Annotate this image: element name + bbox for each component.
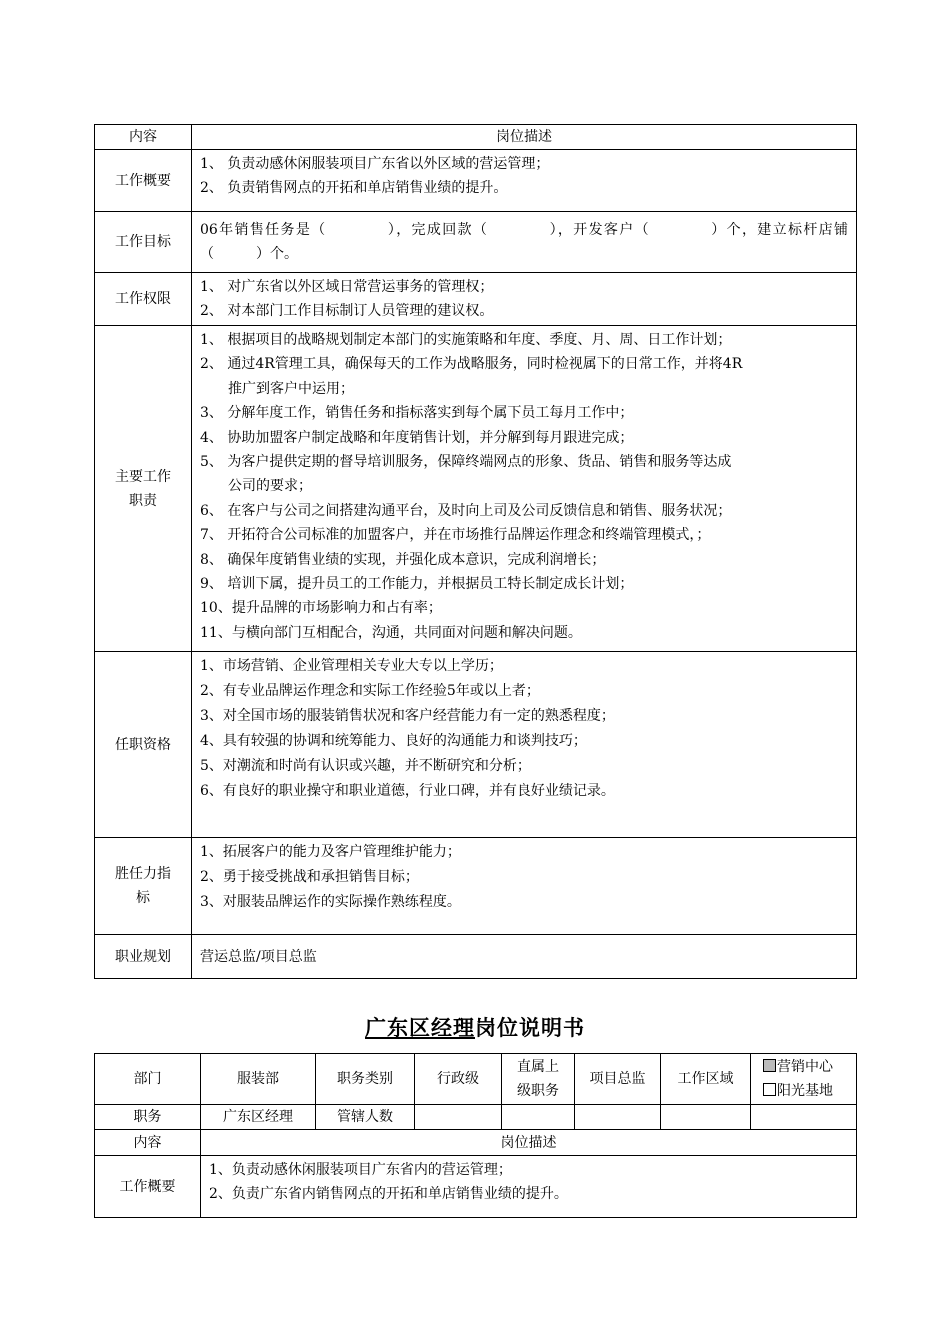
duty-line: 5、 为客户提供定期的督导培训服务，保障终端网点的形象、货品、销售和服务等达成 [200,454,732,471]
duties-label-line: 主要工作 [115,468,171,485]
overview-line: 1、 负责动感休闲服装项目广东省以外区域的营运管理； [200,156,550,172]
checkbox-icon[interactable] [763,1083,776,1096]
goals-text: 06年销售任务是（ ），完成回款（ ），开发客户（ ）个，建立标杆店铺（ ）个。 [200,222,848,262]
duty-line: 1、 根据项目的战略规划制定本部门的实施策略和年度、季度、月、周、日工作计划； [200,332,732,348]
header-description-label: 岗位描述 [192,125,857,150]
jobtype-value: 行政级 [415,1054,502,1105]
duty-line: 4、 协助加盟客户制定战略和年度销售计划，并分解到每月跟进完成； [200,429,634,446]
superior-value: 项目总监 [575,1054,661,1105]
overview-cell [201,1156,857,1218]
duty-line: 8、 确保年度销售业绩的实现，并强化成本意识，完成利润增长； [200,551,606,568]
position-label: 职务 [95,1105,201,1130]
dept-value: 服装部 [201,1054,316,1105]
authority-line: 2、 对本部门工作目标制订人员管理的建议权。 [200,303,494,319]
qualification-line: 3、对全国市场的服装销售状况和客户经营能力有一定的熟悉程度； [200,708,615,724]
qualification-line: 4、具有较强的协调和统筹能力、良好的沟通能力和谈判技巧； [200,733,587,749]
area-options [751,1054,857,1105]
duty-line: 3、 分解年度工作，销售任务和指标落实到每个属下员工每月工作中； [200,405,634,422]
duty-line: 公司的要求； [228,478,312,495]
authority-line: 1、 对广东省以外区域日常营运事务的管理权； [200,279,494,295]
area-label: 工作区域 [661,1054,751,1105]
qualification-line: 6、有良好的职业操守和职业道德，行业口碑，并有良好业绩记录。 [200,783,615,799]
competency-line: 1、拓展客户的能力及客户管理维护能力； [200,844,461,860]
empty-cell [751,1105,857,1130]
duty-line: 2、 通过4R管理工具，确保每天的工作为战略服务，同时检视属下的日常工作，并将4R [200,356,743,373]
competency-label-line: 胜任力指 [115,866,171,882]
duties-label-line: 职责 [129,492,157,509]
area-option-label: 营销中心 [777,1059,833,1075]
superior-label-line: 级职务 [517,1083,559,1099]
superior-label-line: 直属上 [517,1059,559,1075]
empty-cell [575,1105,661,1130]
overview-line: 2、 负责销售网点的开拓和单店销售业绩的提升。 [200,180,508,196]
checkbox-icon[interactable] [763,1059,776,1072]
overview-cell [192,150,857,212]
competency-line: 3、对服装品牌运作的实际操作熟练程度。 [200,894,461,910]
jobtype-label: 职务类别 [316,1054,415,1105]
qualification-line: 1、市场营销、企业管理相关专业大专以上学历； [200,658,503,674]
header-description-label: 岗位描述 [201,1130,857,1156]
title-part: 岗位说明书 [475,1015,585,1040]
duty-line: 11、与横向部门互相配合，沟通，共同面对问题和解决问题。 [200,624,582,641]
job-info-table [94,1053,857,1218]
overview-line: 1、负责动感休闲服装项目广东省内的营运管理； [209,1162,512,1178]
duty-line: 6、 在客户与公司之间搭建沟通平台，及时向上司及公司反馈信息和销售、服务状况； [200,502,732,519]
competency-line: 2、勇于接受挑战和承担销售目标； [200,869,419,885]
area-option-marketing[interactable] [763,1055,856,1079]
competency-cell [192,838,857,935]
overview-label: 工作概要 [95,1156,201,1218]
title-underlined-part: 广东区经理 [365,1015,475,1040]
document-title [0,1012,950,1044]
qualification-line: 5、对潮流和时尚有认识或兴趣，并不断研究和分析； [200,758,531,774]
qualification-line: 2、有专业品牌运作理念和实际工作经验5年或以上者； [200,683,540,699]
competency-label [95,838,192,935]
duty-line: 7、 开拓符合公司标准的加盟客户，并在市场推行品牌运作理念和终端管理模式，； [200,527,711,544]
area-option-sunshine[interactable] [763,1079,856,1103]
subordinates-value [415,1105,502,1130]
career-label: 职业规划 [95,935,192,979]
authority-label: 工作权限 [95,273,192,326]
position-value: 广东区经理 [201,1105,316,1130]
dept-label: 部门 [95,1054,201,1105]
header-content-label: 内容 [95,125,192,150]
duties-cell [192,326,857,652]
overview-label: 工作概要 [95,150,192,212]
duties-label [95,326,192,652]
duty-line: 10、提升品牌的市场影响力和占有率； [200,600,442,617]
qualifications-label: 任职资格 [95,652,192,838]
empty-cell [502,1105,575,1130]
goals-label: 工作目标 [95,212,192,273]
empty-cell [661,1105,751,1130]
qualifications-cell [192,652,857,838]
subordinates-label: 管辖人数 [316,1105,415,1130]
goals-cell [192,212,857,273]
header-content-label: 内容 [95,1130,201,1156]
duty-line: 9、 培训下属，提升员工的工作能力，并根据员工特长制定成长计划； [200,576,634,593]
career-value: 营运总监/项目总监 [192,935,857,979]
competency-label-line: 标 [136,890,150,906]
overview-line: 2、负责广东省内销售网点的开拓和单店销售业绩的提升。 [209,1186,568,1202]
duty-line: 推广到客户中运用； [228,380,354,397]
authority-cell [192,273,857,326]
area-option-label: 阳光基地 [777,1083,833,1099]
superior-label [502,1054,575,1105]
job-description-table [94,124,857,979]
